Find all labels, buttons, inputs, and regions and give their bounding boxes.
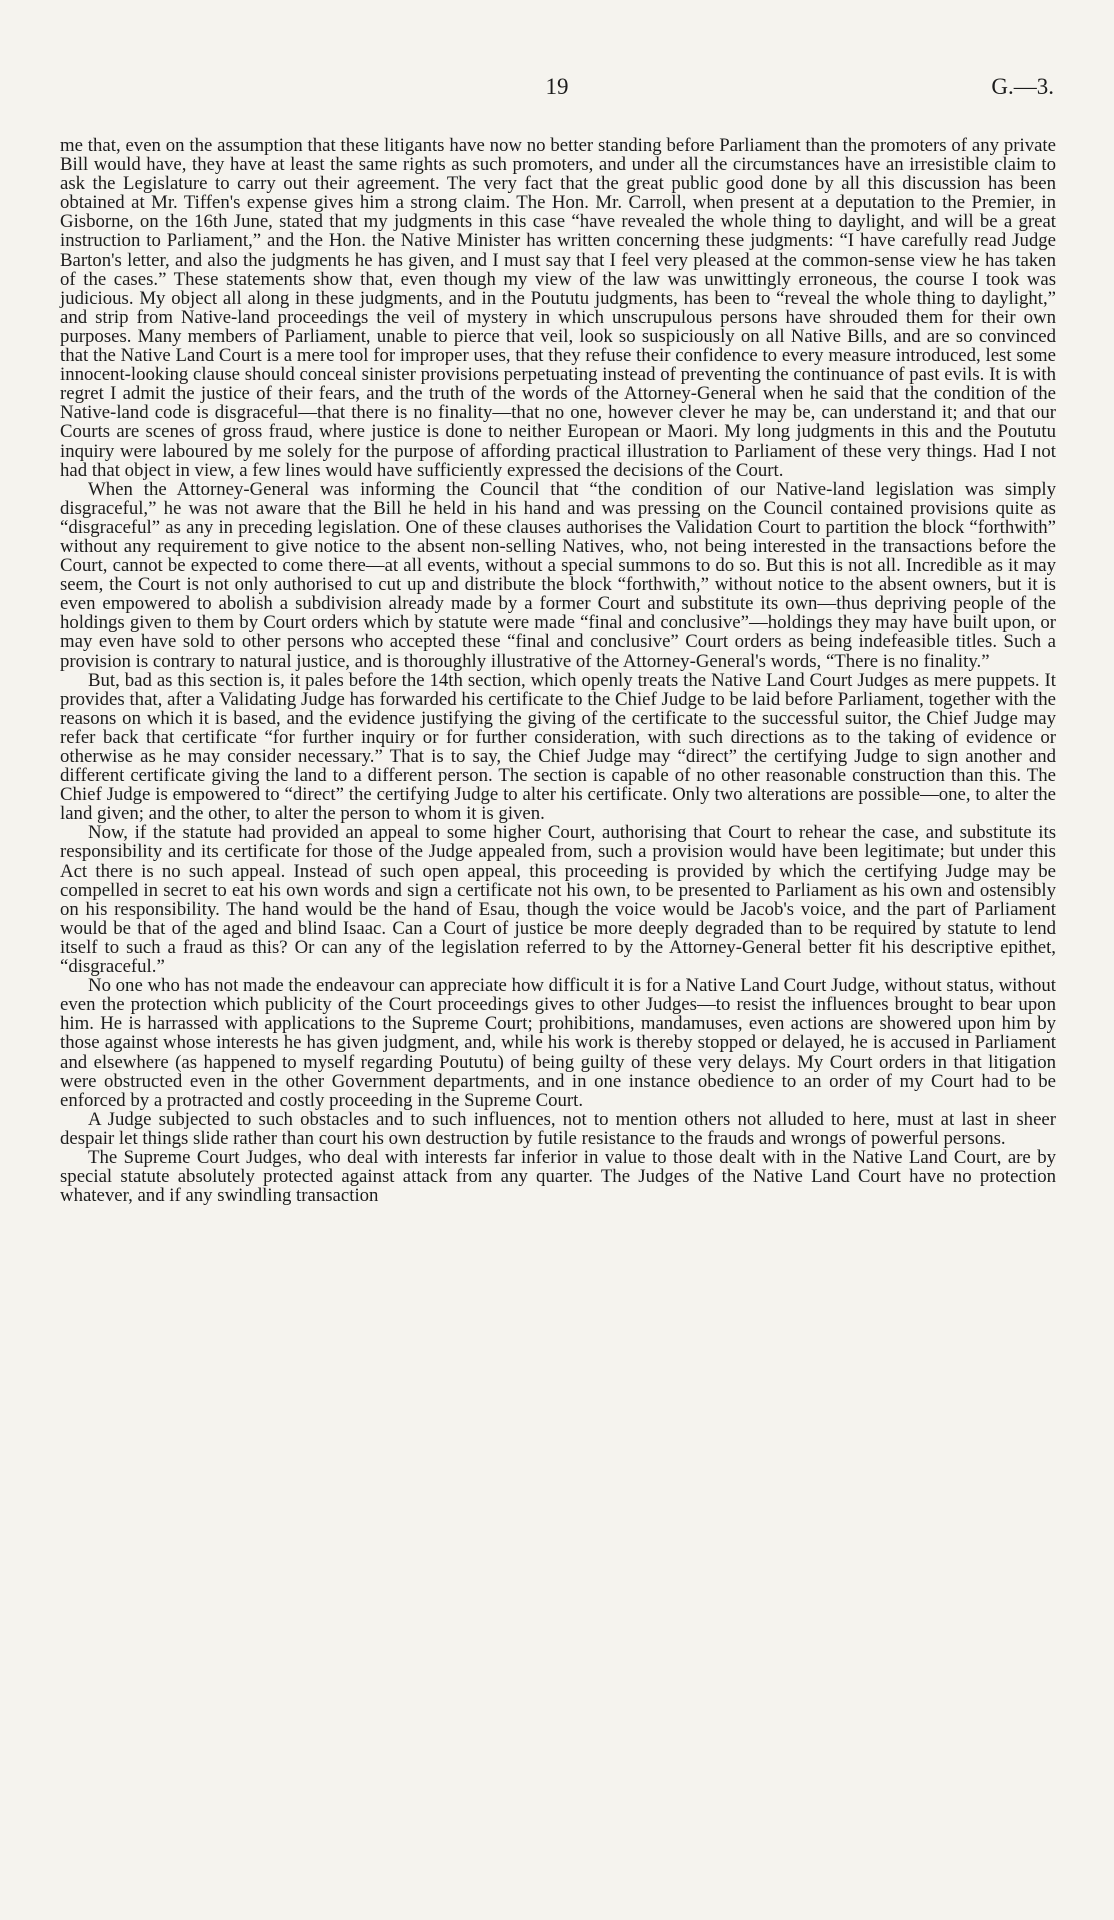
paragraph: No one who has not made the endeavour can appreciate how difficult it is for a Native Land Court Judge, without status, without even the protection which publicity of the Court proceedings gives to other Judges—to resist the influences brought to bear upon him. He is harrassed with applications to the Supreme Court; prohibitions, mandamuses, even actions are showered upon him by those against whose interests he has given judgment, and, while his work is thereby stopped or delayed, he is accused in Parliament and elsewhere (as happened to myself regarding Poututu) of being guilty of these very delays. My Court orders in that litigation were obstructed even in the other Government departments, and in one instance obedience to an order of my Court had to be enforced by a protracted and costly proceeding in the Supreme Court. (60, 975, 1056, 1111)
paragraph: The Supreme Court Judges, who deal with interests far inferior in value to those dealt with in the Native Land Court, are by special statute absolutely protected against attack from any quarter. The Judges of the Native Land Court have no protection whatever, and if any swindling transaction (60, 1146, 1056, 1207)
paragraph: me that, even on the assumption that these litigants have now no better standing before Parliament than the promoters of any private Bill would have, they have at least the same rights as such promoters, and under all the circumstances have an irresistible claim to ask the Legislature to carry out their agreement. The very fact that the great public good done by all this discussion has been obtained at Mr. Tiffen's expense gives him a strong claim. The Hon. Mr. Carroll, when present at a deputation to the Premier, in Gisborne, on the 16th June, stated that my judgments in this case “have revealed the whole thing to daylight, and will be a great instruction to Parliament,” and the Hon. the Native Minister has written concerning these judgments: “I have carefully read Judge Barton's letter, and also the judgments he has given, and I must say that I feel very pleased at the common-sense view he has taken of the cases.” These statements show that, even though my view of the law was unwittingly erroneous, the course I took was judicious. My object all along in these judgments, and in the Poututu judgments, has been to “reveal the whole thing to daylight,” and strip from Native-land proceedings the veil of mystery in which unscrupulous persons have shrouded them for their own purposes. Many members of Parliament, unable to pierce that veil, look so suspiciously on all Native Bills, and are so convinced that the Native Land Court is a mere tool for improper uses, that they refuse their confidence to every measure introduced, lest some innocent-looking clause should conceal sinister provisions perpetuating instead of preventing the continuance of past evils. It is with regret I admit the justice of their fears, and the truth of the words of the Attorney-General when he said that the condition of the Native-land code is disgraceful—that there is no finality—that no one, however clever he may be, can understand it; and that our Courts are scenes of gross fraud, where justice is done to neither European or Maori. My long judgments in this and the Poututu inquiry were laboured by me solely for the purpose of affording practical illustration to Parliament of these very things. Had I not had that object in view, a few lines would have sufficiently expressed the decisions of the Court. (60, 135, 1056, 481)
page-header (60, 74, 1054, 104)
paragraph: When the Attorney-General was informing the Council that “the condition of our Native-land legislation was simply disgraceful,” he was not aware that the Bill he held in his hand and was pressing on the Council contained provisions quite as “disgraceful” as any in preceding legislation. One of these clauses authorises the Validation Court to partition the block “forthwith” without any requirement to give notice to the absent non-selling Natives, who, not being interested in the transactions before the Court, cannot be expected to come there—at all events, without a special summons to do so. But this is not all. Incredible as it may seem, the Court is not only authorised to cut up and distribute the block “forthwith,” without notice to the absent owners, but it is even empowered to abolish a subdivision already made by a former Court and substitute its own—thus depriving people of the holdings given to them by Court orders which by statute were made “final and conclusive”—holdings they may have built upon, or may even have sold to other persons who accepted these “final and conclusive” Court orders as being indefeasible titles. Such a provision is contrary to natural justice, and is thoroughly illustrative of the Attorney-General's words, “There is no finality.” (60, 478, 1056, 672)
paragraph: A Judge subjected to such obstacles and to such influences, not to mention others not alluded to here, must at last in sheer despair let things slide rather than court his own destruction by futile resistance to the frauds and wrongs of powerful persons. (60, 1108, 1056, 1149)
paragraph: Now, if the statute had provided an appeal to some higher Court, authorising that Court to rehear the case, and substitute its responsibility and its certificate for those of the Judge appealed from, such a provision would have been legitimate; but under this Act there is no such appeal. Instead of such open appeal, this proceeding is provided by which the certifying Judge may be compelled in secret to eat his own words and sign a certificate not his own, to be presented to Parliament as his own and ostensibly on his responsibility. The hand would be the hand of Esau, though the voice would be Jacob's voice, and the part of Parliament would be that of the aged and blind Isaac. Can a Court of justice be more deeply degraded than to be required by statute to lend itself to such a fraud as this? Or can any of the legislation referred to by the Attorney-General better fit his descriptive epithet, “disgraceful.” (60, 822, 1056, 978)
series-reference: G.—3. (991, 74, 1054, 99)
body-text (60, 136, 1056, 1205)
paragraph: But, bad as this section is, it pales before the 14th section, which openly treats the Native Land Court Judges as mere puppets. It provides that, after a Validating Judge has forwarded his certificate to the Chief Judge to be laid before Parliament, together with the reasons on which it is based, and the evidence justifying the giving of the certificate to the successful suitor, the Chief Judge may refer back that certificate “for further inquiry or for further consideration, with such directions as to the taking of evidence or otherwise as he may consider necessary.” That is to say, the Chief Judge may “direct” the certifying Judge to sign another and different certificate giving the land to a different person. The section is capable of no other reasonable construction than this. The Chief Judge is empowered to “direct” the certifying Judge to alter his certificate. Only two alterations are possible—one, to alter the land given; and the other, to alter the person to whom it is given. (60, 669, 1056, 825)
page-number: 19 (545, 74, 569, 99)
